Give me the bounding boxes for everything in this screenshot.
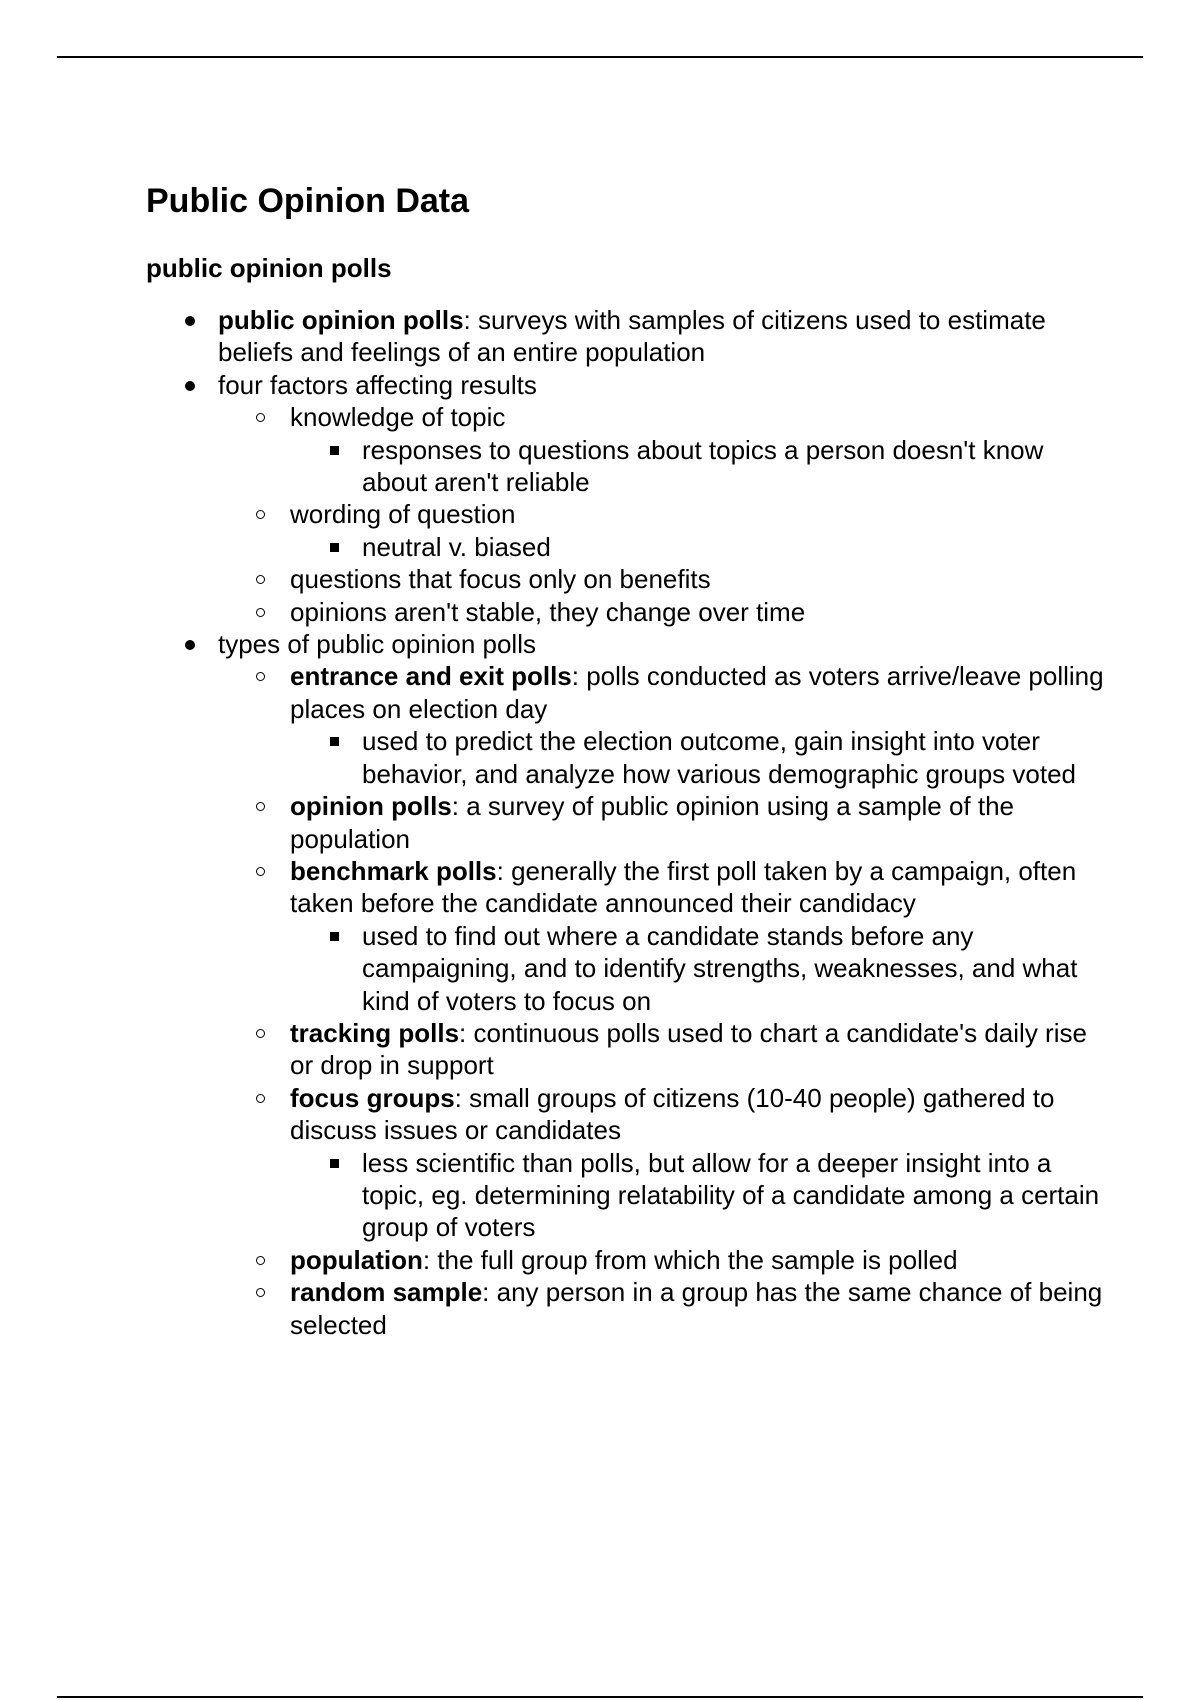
sub-list — [218, 660, 1106, 1341]
definition: : surveys with samples of citizens used to estimate beliefs and feelings of an entire population — [218, 305, 1046, 368]
sub-list — [218, 401, 1106, 628]
definition: : any person in a group has the same chance of being selected — [290, 1277, 1103, 1340]
sub-sub-list — [290, 531, 1106, 563]
list-item — [290, 434, 1106, 499]
term: focus groups — [290, 1082, 455, 1113]
outline-list — [146, 304, 1106, 1341]
list-item — [218, 401, 1106, 498]
term: random sample — [290, 1277, 483, 1308]
page-title: Public Opinion Data — [146, 182, 470, 220]
section-heading: public opinion polls — [146, 253, 392, 283]
list-item — [218, 1082, 1106, 1244]
item-text: used to find out where a candidate stands before any campaigning, and to identify strengths, weaknesses, and what kind of voters to focus on — [362, 920, 1078, 1016]
definition: : a survey of public opinion using a sample of the population — [290, 791, 1014, 854]
list-item — [146, 304, 1106, 369]
term: public opinion polls — [218, 305, 464, 335]
definition: : small groups of citizens (10-40 people) gathered to discuss issues or candidates — [290, 1082, 1055, 1146]
sub-sub-list — [290, 725, 1106, 790]
item-text: types of public opinion polls — [218, 629, 536, 660]
term: entrance and exit polls — [290, 661, 572, 692]
item-text: neutral v. biased — [362, 531, 551, 562]
list-item — [218, 563, 1106, 595]
item-text: questions that focus only on benefits — [290, 564, 711, 595]
item-text: wording of question — [290, 499, 516, 530]
list-item — [290, 531, 1106, 563]
definition: : the full group from which the sample is polled — [422, 1244, 958, 1275]
document-body — [146, 178, 1106, 1341]
bottom-divider — [57, 1696, 1143, 1698]
term: benchmark polls — [290, 855, 497, 886]
sub-sub-list — [290, 1147, 1106, 1244]
item-text: four factors affecting results — [218, 369, 537, 400]
list-item — [218, 596, 1106, 628]
item-text: less scientific than polls, but allow for a deeper insight into a topic, eg. determining relatability of a candidate among a certain group of voters — [362, 1147, 1100, 1243]
list-item — [218, 498, 1106, 563]
list-item — [290, 920, 1106, 1017]
item-text: used to predict the election outcome, gain insight into voter behavior, and analyze how various demographic groups voted — [362, 726, 1077, 789]
list-item — [218, 1276, 1106, 1341]
term: population — [290, 1244, 423, 1275]
list-item — [218, 790, 1106, 855]
list-item — [290, 1147, 1106, 1244]
list-item — [218, 1017, 1106, 1082]
item-text: knowledge of topic — [290, 402, 506, 433]
item-text: opinions aren't stable, they change over time — [290, 596, 806, 627]
sub-sub-list — [290, 920, 1106, 1017]
term: tracking polls — [290, 1017, 460, 1048]
sub-sub-list — [290, 434, 1106, 499]
list-item — [146, 369, 1106, 628]
definition: : continuous polls used to chart a candidate's daily rise or drop in support — [290, 1017, 1087, 1081]
list-item — [290, 725, 1106, 790]
item-text: responses to questions about topics a person doesn't know about aren't reliable — [362, 434, 1044, 498]
term: opinion polls — [290, 791, 452, 822]
list-item — [146, 628, 1106, 1341]
definition: : polls conducted as voters arrive/leave polling places on election day — [290, 661, 1104, 724]
list-item — [218, 855, 1106, 1017]
list-item — [218, 660, 1106, 790]
definition: : generally the first poll taken by a campaign, often taken before the candidate announced their candidacy — [290, 855, 1077, 919]
list-item — [218, 1244, 1106, 1276]
top-divider — [57, 56, 1143, 58]
